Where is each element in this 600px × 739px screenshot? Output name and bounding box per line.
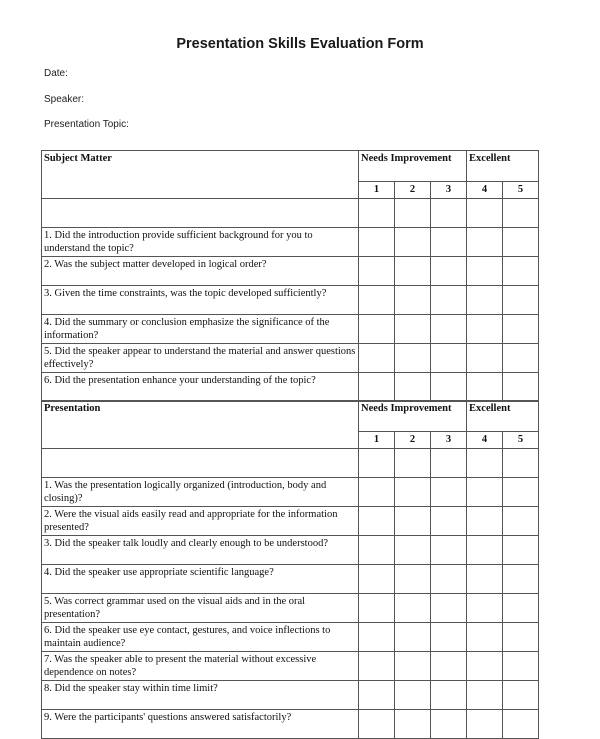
rating-cell-5[interactable] bbox=[503, 565, 539, 594]
rating-cell-2[interactable] bbox=[395, 315, 431, 344]
rating-cell-5[interactable] bbox=[503, 623, 539, 652]
rating-cell-5[interactable] bbox=[503, 286, 539, 315]
rating-cell-2[interactable] bbox=[395, 652, 431, 681]
question-row bbox=[42, 373, 539, 402]
question-row bbox=[42, 565, 539, 594]
rating-cell-4[interactable] bbox=[467, 478, 503, 507]
rating-cell-4[interactable] bbox=[467, 507, 503, 536]
speaker-field-label: Speaker: bbox=[44, 94, 85, 105]
rating-cell-5[interactable] bbox=[503, 710, 539, 739]
rating-cell-4[interactable] bbox=[467, 681, 503, 710]
presentation-table bbox=[41, 400, 539, 739]
rating-cell-3[interactable] bbox=[431, 373, 467, 402]
rating-cell-4[interactable] bbox=[467, 373, 503, 402]
rating-cell-2[interactable] bbox=[395, 344, 431, 373]
section-heading: Subject Matter bbox=[42, 151, 359, 199]
subject-matter-table bbox=[41, 150, 539, 402]
rating-cell-3[interactable] bbox=[431, 623, 467, 652]
rating-cell-1[interactable] bbox=[359, 373, 395, 402]
question-text: 9. Were the participants' questions answered satisfactorily? bbox=[42, 710, 359, 739]
question-row bbox=[42, 228, 539, 257]
rating-cell-2[interactable] bbox=[395, 507, 431, 536]
question-text: 5. Was correct grammar used on the visual aids and in the oral presentation? bbox=[42, 594, 359, 623]
rating-cell-5[interactable] bbox=[503, 228, 539, 257]
rating-1-header: 1 bbox=[359, 182, 395, 199]
rating-cell-4[interactable] bbox=[467, 710, 503, 739]
rating-cell-2[interactable] bbox=[395, 478, 431, 507]
rating-cell-2[interactable] bbox=[395, 257, 431, 286]
rating-cell-2[interactable] bbox=[395, 594, 431, 623]
question-text: 7. Was the speaker able to present the material without excessive dependence on notes? bbox=[42, 652, 359, 681]
rating-cell-5[interactable] bbox=[503, 681, 539, 710]
rating-cell-4[interactable] bbox=[467, 594, 503, 623]
rating-cell-3[interactable] bbox=[431, 315, 467, 344]
rating-cell-4[interactable] bbox=[467, 536, 503, 565]
question-text: 2. Was the subject matter developed in logical order? bbox=[42, 257, 359, 286]
question-row bbox=[42, 536, 539, 565]
date-field-label: Date: bbox=[44, 68, 68, 79]
rating-cell-1[interactable] bbox=[359, 257, 395, 286]
question-row bbox=[42, 594, 539, 623]
rating-cell-1[interactable] bbox=[359, 286, 395, 315]
rating-cell-5[interactable] bbox=[503, 344, 539, 373]
rating-cell-2[interactable] bbox=[395, 710, 431, 739]
rating-2-header: 2 bbox=[395, 182, 431, 199]
rating-cell-5[interactable] bbox=[503, 257, 539, 286]
question-text: 3. Did the speaker talk loudly and clearly enough to be understood? bbox=[42, 536, 359, 565]
rating-cell-1[interactable] bbox=[359, 344, 395, 373]
rating-3-header: 3 bbox=[431, 182, 467, 199]
rating-cell-3[interactable] bbox=[431, 257, 467, 286]
question-text: 1. Was the presentation logically organized (introduction, body and closing)? bbox=[42, 478, 359, 507]
rating-cell-1[interactable] bbox=[359, 681, 395, 710]
rating-cell-2[interactable] bbox=[395, 681, 431, 710]
question-row bbox=[42, 286, 539, 315]
rating-cell-3[interactable] bbox=[431, 344, 467, 373]
rating-cell-1[interactable] bbox=[359, 652, 395, 681]
rating-cell-3[interactable] bbox=[431, 710, 467, 739]
rating-cell-1[interactable] bbox=[359, 507, 395, 536]
rating-cell-3[interactable] bbox=[431, 594, 467, 623]
rating-cell-2[interactable] bbox=[395, 536, 431, 565]
rating-cell-2[interactable] bbox=[395, 286, 431, 315]
rating-cell-4[interactable] bbox=[467, 652, 503, 681]
question-row bbox=[42, 623, 539, 652]
rating-cell-3[interactable] bbox=[431, 286, 467, 315]
excellent-header: Excellent bbox=[467, 401, 539, 432]
rating-cell-1[interactable] bbox=[359, 594, 395, 623]
rating-cell-5[interactable] bbox=[503, 652, 539, 681]
question-text: 4. Did the summary or conclusion emphasize the significance of the information? bbox=[42, 315, 359, 344]
rating-cell-5[interactable] bbox=[503, 594, 539, 623]
rating-cell-5[interactable] bbox=[503, 315, 539, 344]
rating-cell-2[interactable] bbox=[395, 565, 431, 594]
topic-field-label: Presentation Topic: bbox=[44, 119, 129, 130]
rating-cell-5[interactable] bbox=[503, 536, 539, 565]
question-text: 3. Given the time constraints, was the topic developed sufficiently? bbox=[42, 286, 359, 315]
rating-cell-3[interactable] bbox=[431, 228, 467, 257]
question-row bbox=[42, 315, 539, 344]
rating-1-header: 1 bbox=[359, 432, 395, 449]
question-row bbox=[42, 652, 539, 681]
question-text: 2. Were the visual aids easily read and appropriate for the information presented? bbox=[42, 507, 359, 536]
rating-cell-1[interactable] bbox=[359, 315, 395, 344]
section-heading: Presentation bbox=[42, 401, 359, 449]
rating-cell-1[interactable] bbox=[359, 536, 395, 565]
rating-3-header: 3 bbox=[431, 432, 467, 449]
excellent-header: Excellent bbox=[467, 151, 539, 182]
rating-cell-4[interactable] bbox=[467, 344, 503, 373]
rating-5-header: 5 bbox=[503, 432, 539, 449]
rating-2-header: 2 bbox=[395, 432, 431, 449]
rating-cell-5[interactable] bbox=[503, 507, 539, 536]
question-row bbox=[42, 478, 539, 507]
spacer-row bbox=[42, 199, 359, 228]
rating-cell-1[interactable] bbox=[359, 623, 395, 652]
rating-cell-4[interactable] bbox=[467, 623, 503, 652]
rating-cell-3[interactable] bbox=[431, 507, 467, 536]
rating-cell-3[interactable] bbox=[431, 565, 467, 594]
rating-cell-4[interactable] bbox=[467, 315, 503, 344]
rating-cell-4[interactable] bbox=[467, 286, 503, 315]
rating-cell-5[interactable] bbox=[503, 478, 539, 507]
rating-cell-3[interactable] bbox=[431, 478, 467, 507]
question-text: 8. Did the speaker stay within time limit? bbox=[42, 681, 359, 710]
rating-cell-1[interactable] bbox=[359, 565, 395, 594]
rating-cell-2[interactable] bbox=[395, 228, 431, 257]
rating-cell-3[interactable] bbox=[431, 681, 467, 710]
question-row bbox=[42, 344, 539, 373]
question-row bbox=[42, 507, 539, 536]
rating-5-header: 5 bbox=[503, 182, 539, 199]
question-row bbox=[42, 710, 539, 739]
question-text: 5. Did the speaker appear to understand the material and answer questions effectively? bbox=[42, 344, 359, 373]
rating-cell-1[interactable] bbox=[359, 228, 395, 257]
form-title: Presentation Skills Evaluation Form bbox=[176, 36, 424, 52]
needs-improvement-header: Needs Improvement bbox=[359, 401, 467, 432]
spacer-row bbox=[42, 449, 359, 478]
rating-4-header: 4 bbox=[467, 182, 503, 199]
rating-cell-2[interactable] bbox=[395, 373, 431, 402]
rating-cell-1[interactable] bbox=[359, 710, 395, 739]
needs-improvement-header: Needs Improvement bbox=[359, 151, 467, 182]
question-text: 1. Did the introduction provide sufficient background for you to understand the topic? bbox=[42, 228, 359, 257]
rating-cell-4[interactable] bbox=[467, 565, 503, 594]
rating-cell-3[interactable] bbox=[431, 536, 467, 565]
rating-cell-4[interactable] bbox=[467, 257, 503, 286]
rating-cell-4[interactable] bbox=[467, 228, 503, 257]
question-row bbox=[42, 681, 539, 710]
question-text: 4. Did the speaker use appropriate scientific language? bbox=[42, 565, 359, 594]
question-text: 6. Did the presentation enhance your understanding of the topic? bbox=[42, 373, 359, 402]
rating-4-header: 4 bbox=[467, 432, 503, 449]
question-text: 6. Did the speaker use eye contact, gestures, and voice inflections to maintain audience? bbox=[42, 623, 359, 652]
rating-cell-2[interactable] bbox=[395, 623, 431, 652]
rating-cell-5[interactable] bbox=[503, 373, 539, 402]
rating-cell-3[interactable] bbox=[431, 652, 467, 681]
rating-cell-1[interactable] bbox=[359, 478, 395, 507]
question-row bbox=[42, 257, 539, 286]
